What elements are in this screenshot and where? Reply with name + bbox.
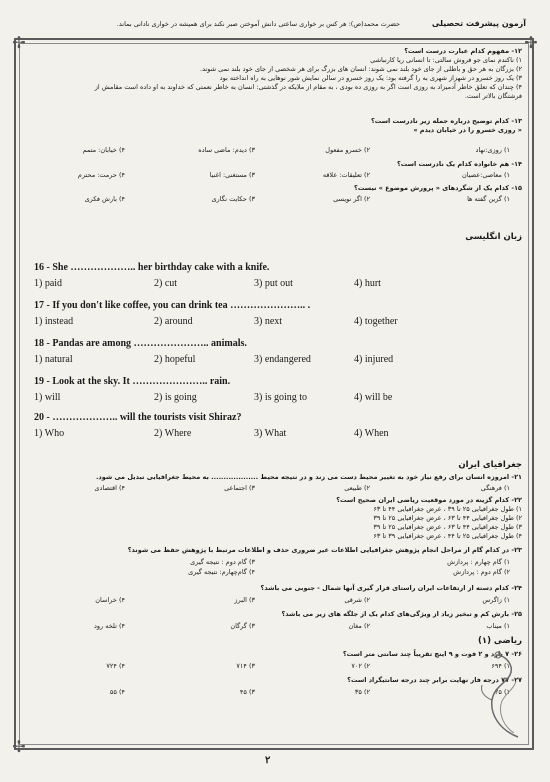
option[interactable]: 2) hopeful [154, 354, 196, 365]
page-number: ۲ [265, 755, 271, 766]
question-12 [42, 47, 522, 101]
option[interactable]: 4) hurt [354, 278, 381, 289]
question-quote: « روزی خسرو را در خیابان دیدم » [413, 126, 522, 134]
question-22 [42, 496, 522, 541]
option-line: ۱) ناکندم نمای جو فروش سالتی: تا انسانی ریا کارنباشی [370, 56, 522, 64]
option[interactable]: ۲) اگر نویسی [333, 195, 370, 203]
question-text: ۲۲- کدام گزینه در مورد موقعیت ریاضی ایران صحیح است؟ [336, 496, 522, 504]
option-line[interactable]: ۳) طول جغرافیایی ۴۴ تا ۶۳ ، عرض جغرافیایی ۲۵ تا ۳۹ [373, 523, 522, 531]
question-17 [34, 300, 504, 330]
q26-options [30, 662, 510, 672]
question-text: 17 - If you don't like coffee, you can drink tea ………………….. . [34, 300, 311, 311]
option[interactable]: 2) Where [154, 428, 192, 439]
option[interactable]: ۱) میناب [486, 622, 510, 630]
q24-options [30, 596, 510, 606]
q15-options [30, 195, 510, 205]
question-text: 16 - She ……………….. her birthday cake with a knife. [34, 262, 270, 273]
q21-options [30, 484, 510, 494]
exam-title: آزمون پیشرفت تحصیلی [431, 19, 526, 28]
question-24 [42, 584, 522, 593]
option[interactable]: ۱) گام چهارم : پردازش [447, 558, 510, 566]
option[interactable]: 3) endangered [254, 354, 311, 365]
question-18 [34, 338, 504, 368]
option[interactable]: ۱) گزین گفته ها [467, 195, 510, 203]
option[interactable]: ۱) زاگرس [482, 596, 510, 604]
option[interactable]: ۴) حرمت: محترم [77, 171, 125, 179]
option[interactable]: ۲) خسرو مفعول [325, 146, 370, 154]
question-16 [34, 262, 504, 292]
option[interactable]: ۴) ۵۵ [109, 688, 125, 696]
option[interactable]: ۴) خیابان: متمم [82, 146, 125, 154]
question-text: ۱۳- کدام توضیح درباره جمله زیر نادرست است؟ [370, 117, 522, 125]
section-title-geography: جغرافیای ایران [458, 460, 522, 470]
option[interactable]: 3) is going to [254, 392, 308, 403]
option[interactable]: 2) is going [154, 392, 197, 403]
q27-options [30, 688, 510, 698]
option[interactable]: ۳) اجتماعی [224, 484, 255, 492]
option[interactable]: 4) injured [354, 354, 394, 365]
option[interactable]: ۲) ۷۰۲ [351, 662, 370, 670]
option[interactable]: ۲) تعلیقات: علاقه [322, 171, 370, 179]
option[interactable]: ۲) شرقی [344, 596, 370, 604]
option-line: ۳) یک روز خسرو در شهزاز شهری به را گرفته بود: یک روز خسرو در سالن نمایش شور نوهایی به راه انداخته بود [219, 74, 522, 82]
question-text: ۲۴- کدام دسته از ارتفاعات ایران راستای قرار گیری آنها شمال - جنوبی می باشد؟ [260, 584, 522, 592]
question-15 [42, 184, 522, 193]
section-title-english: زبان انگلیسی [465, 232, 522, 242]
question-text: ۲۳- در کدام گام از مراحل انجام پژوهش جغرافیایی اطلاعات غیر ضروری حذف و اطلاعات مرتبط با پژوهش حفظ می شوند؟ [127, 546, 522, 554]
option-line: ۴) چندان که تعلق خاطر آدمیزاد به روزی است اگر به روزی ده بودی ، به مقام از ملایکه در گذشتی: انسان به خاطر نعمتی که خداوند به او داده است مقامش از [94, 83, 522, 91]
question-23 [42, 546, 522, 555]
question-text: 19 - Look at the sky. It ………………….. rain. [34, 376, 231, 387]
option-line[interactable]: ۱) طول جغرافیایی ۲۵ تا ۳۹ ، عرض جغرافیایی ۴۴ تا ۶۳ [373, 505, 522, 513]
option[interactable]: 3) What [254, 428, 287, 439]
option[interactable]: ۱) ۶۹۴ [491, 662, 510, 670]
option[interactable]: ۲) گام دوم : پردازش [453, 568, 510, 576]
question-text: ۱۴- هم خانواده کدام یک نادرست است؟ [397, 160, 522, 168]
option[interactable]: ۱) معاصی:عصیان [461, 171, 510, 179]
option[interactable]: 1) Who [34, 428, 65, 439]
section-title-math: ریاضی (۱) [477, 636, 522, 646]
question-text: 18 - Pandas are among ………………….. animals. [34, 338, 247, 349]
option[interactable]: ۳) ۷۱۴ [236, 662, 255, 670]
option-line[interactable]: ۴) طول جغرافیایی ۲۵ تا ۴۴ ، عرض جغرافیایی ۳۹ تا ۶۳ [373, 532, 522, 540]
question-text: ۲۷- ۷۷ درجه فار نهایت برابر چند درجه سانتیگراد است؟ [347, 676, 522, 684]
corner-ornament-icon: ✢ [12, 737, 26, 756]
option[interactable]: 1) paid [34, 278, 63, 289]
question-text: ۲۵- بارش کم و تبخیر زیاد از ویژگی‌های کدام یک از جلگه های زیر می باشد؟ [281, 610, 522, 618]
question-text: ۱۵- کدام یک از شگردهای « پرورش موضوع » نیست؟ [354, 184, 522, 192]
option[interactable]: 1) instead [34, 316, 74, 327]
option[interactable]: ۴) ۷۲۴ [106, 662, 125, 670]
question-21 [42, 473, 522, 482]
question-20 [34, 412, 504, 442]
option[interactable]: 4) When [354, 428, 389, 439]
q14-options [30, 171, 510, 181]
option[interactable]: ۴) بارش فکری [84, 195, 125, 203]
q25-options [30, 622, 510, 632]
page-header [20, 18, 530, 34]
question-13 [42, 117, 522, 135]
question-text: ۲۶- ۷ یارد و ۲ فوت و ۹ اینچ تقریباً چند سانتی متر است؟ [342, 650, 522, 658]
option[interactable]: ۱) فرهنگی [480, 484, 510, 492]
option[interactable]: ۲) طبیعی [344, 484, 370, 492]
option[interactable]: 2) cut [154, 278, 178, 289]
option[interactable]: ۳) گرگان [230, 622, 255, 630]
option[interactable]: 1) will [34, 392, 61, 403]
option[interactable]: 1) natural [34, 354, 73, 365]
question-text: 20 - ……………….. will the tourists visit Shiraz? [34, 412, 242, 423]
option[interactable]: ۳) دیدم: ماضی ساده [198, 146, 255, 154]
question-text: ۲۱- امروزه انسان برای رفع نیاز خود به تغییر محیط دست می زند و در نتیجه محیط ................... به محیط جغرافیایی تبدیل می شود. [95, 473, 522, 481]
option[interactable]: 3) next [254, 316, 283, 327]
option[interactable]: ۲) مغان [348, 622, 370, 630]
q23-options [30, 558, 510, 582]
option[interactable]: 2) around [154, 316, 193, 327]
option[interactable]: ۳) گام دوم : نتیجه گیری [190, 558, 255, 566]
option[interactable]: ۳) ۴۵ [239, 688, 255, 696]
option-line[interactable]: ۲) طول جغرافیایی ۴۴ تا ۶۳ ، عرض جغرافیایی ۲۵ تا ۳۹ [373, 514, 522, 522]
option-line: فرشتگان بالاتر است. [464, 92, 522, 100]
option[interactable]: 4) together [354, 316, 398, 327]
option[interactable]: ۱) ۲۵ [494, 688, 510, 696]
header-quote: حضرت محمد(ص): هر کس بر خواری ساعتی دانش آموختن صبر نکند برای همیشه در خواری نادانی بماند. [116, 20, 400, 28]
option[interactable]: ۱) روزی:نهاد [475, 146, 510, 154]
option[interactable]: ۴) گام‌چهارم: نتیجه گیری [188, 568, 255, 576]
option[interactable]: ۴) خراسان [95, 596, 125, 604]
question-19 [34, 376, 504, 406]
option[interactable]: ۴) تلخه رود [94, 622, 125, 630]
floral-ornament-icon [440, 645, 520, 740]
question-14 [42, 160, 522, 169]
option[interactable]: 4) will be [354, 392, 393, 403]
option[interactable]: ۴) اقتصادی [94, 484, 125, 492]
option[interactable]: ۲) ۳۵ [354, 688, 370, 696]
corner-ornament-icon: ✢ [12, 33, 26, 52]
corner-ornament-icon: ✢ [524, 33, 538, 52]
question-25 [42, 610, 522, 619]
option[interactable]: ۳) البرز [234, 596, 255, 604]
option-line: ۲) بزرگان به هر حق و باطلی از جای خود بلند نمی شوند: انسان های بزرگ برای هر شخصی از جای خود بلند نمی شوند. [200, 65, 522, 73]
option[interactable]: ۳) مستغنی: اغنیا [209, 171, 255, 179]
option[interactable]: 3) put out [254, 278, 293, 289]
question-text: ۱۲- مفهوم کدام عبارت درست است؟ [404, 47, 522, 55]
option[interactable]: ۳) حکایت نگاری [211, 195, 255, 203]
q13-options [30, 146, 510, 156]
